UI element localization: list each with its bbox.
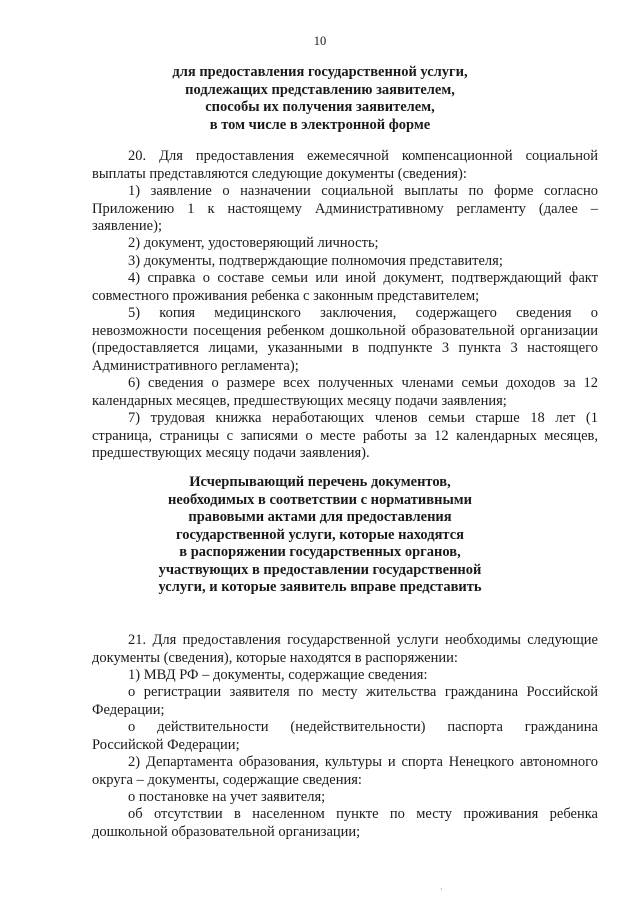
heading-line: участвующих в предоставлении государственной — [158, 561, 482, 578]
list-item: 6) сведения о размере всех полученных членами семьи доходов за 12 календарных месяцев, предшествующих месяцу подачи заявления; — [92, 375, 598, 409]
paragraph-21-intro: 21. Для предоставления государственной услуги необходимы следующие документы (сведения), которые находятся в распоряжении: — [92, 632, 598, 666]
page-number: 10 — [313, 34, 327, 48]
heading-line: государственной услуги, которые находятся — [175, 526, 465, 543]
heading-line: способы их получения заявителем, — [205, 99, 435, 115]
list-item: о действительности (недействительности) паспорта гражданина Российской Федерации; — [92, 719, 598, 753]
paragraph-20-intro: 20. Для предоставления ежемесячной компенсационной социальной выплаты представляются следующие документы (сведения): — [92, 148, 598, 182]
list-item: 1) МВД РФ – документы, содержащие сведения: — [128, 667, 428, 683]
list-item: 1) заявление о назначении социальной выплаты по форме согласно Приложению 1 к настоящему Административному регламенту (далее – заявление); — [92, 183, 598, 234]
heading-line: необходимых в соответствии с нормативными — [167, 491, 473, 508]
list-item: о постановке на учет заявителя; — [128, 789, 326, 805]
heading-line: Исчерпывающий перечень документов, — [189, 474, 451, 490]
section-heading-documents — [70, 64, 570, 134]
list-item: 5) копия медицинского заключения, содержащего сведения о невозможности посещения ребенком дошкольной образовательной организации (предоставляется лицами, указанными в подпункте 3 пункта 3 настоящего Административного регламента); — [92, 305, 598, 374]
list-item: 2) Департамента образования, культуры и спорта Ненецкого автономного округа – документы, содержащие сведения: — [92, 754, 598, 788]
heading-line: в том числе в электронной форме — [209, 116, 431, 133]
list-item: 2) документ, удостоверяющий личность; — [128, 235, 379, 251]
scan-speck: · — [440, 885, 443, 894]
list-item: 4) справка о составе семьи или иной документ, подтверждающий факт совместного проживания ребенка с законным представителем; — [92, 270, 598, 304]
heading-line: для предоставления государственной услуги, — [172, 64, 468, 80]
section-heading-interagency — [70, 474, 570, 597]
list-item: о регистрации заявителя по месту жительства гражданина Российской Федерации; — [92, 684, 598, 718]
heading-line: правовыми актами для предоставления — [188, 509, 452, 525]
heading-line: услуги, и которые заявитель вправе представить — [158, 579, 482, 595]
list-item: об отсутствии в населенном пункте по месту проживания ребенка дошкольной образовательной организации; — [92, 806, 598, 840]
list-item: 3) документы, подтверждающие полномочия представителя; — [128, 253, 503, 269]
heading-line: подлежащих представлению заявителем, — [185, 81, 455, 98]
list-item: 7) трудовая книжка неработающих членов семьи старше 18 лет (1 страница, страницы с записями о месте работы за 12 календарных месяцев, предшествующих месяцу подачи заявления). — [92, 410, 598, 461]
heading-line: в распоряжении государственных органов, — [179, 544, 461, 560]
